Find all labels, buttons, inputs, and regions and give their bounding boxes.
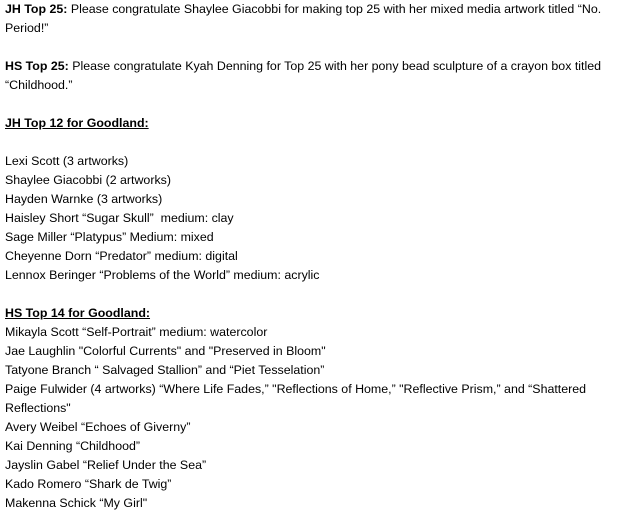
list-item: Makenna Schick “My Girl": [5, 496, 148, 510]
jh-section-heading: JH Top 12 for Goodland:: [5, 116, 149, 130]
list-item: Avery Weibel “Echoes of Giverny”: [5, 420, 191, 434]
list-item: Mikayla Scott “Self-Portrait” medium: watercolor: [5, 325, 268, 339]
list-item: Kado Romero “Shark de Twig”: [5, 477, 172, 491]
jh-top25-text: Please congratulate Shaylee Giacobbi for making top 25 with her mixed media artwork titled “No. Period!”: [5, 2, 602, 35]
list-item: Kai Denning “Childhood”: [5, 439, 141, 453]
spacer: [5, 95, 625, 114]
list-item: Tatyone Branch “ Salvaged Stallion” and “Piet Tesselation”: [5, 363, 325, 377]
list-item: Jae Laughlin "Colorful Currents" and "Preserved in Bloom": [5, 344, 326, 358]
list-item: Hayden Warnke (3 artworks): [5, 192, 163, 206]
list-item: Lennox Beringer “Problems of the World” medium: acrylic: [5, 268, 320, 282]
jh-top25-announcement: [5, 0, 625, 38]
hs-top25-label: HS Top 25:: [5, 59, 69, 73]
list-item: Jayslin Gabel “Relief Under the Sea”: [5, 458, 207, 472]
jh-top25-label: JH Top 25:: [5, 2, 68, 16]
list-item: Sage Miller “Platypus” Medium: mixed: [5, 230, 214, 244]
spacer: [5, 133, 625, 152]
list-item: Haisley Short “Sugar Skull” medium: clay: [5, 211, 234, 225]
spacer: [5, 285, 625, 304]
hs-top25-announcement: [5, 57, 625, 95]
jh-section: [5, 114, 625, 285]
list-item: Lexi Scott (3 artworks): [5, 154, 129, 168]
list-item: Paige Fulwider (4 artworks) “Where Life Fades,” "Reflections of Home,” "Reflective Prism,” and “Shattered Reflections": [5, 382, 587, 415]
list-item: Cheyenne Dorn “Predator” medium: digital: [5, 249, 238, 263]
hs-section: [5, 304, 625, 513]
hs-section-heading: HS Top 14 for Goodland:: [5, 306, 151, 320]
hs-top25-text: Please congratulate Kyah Denning for Top 25 with her pony bead sculpture of a crayon box titled “Childhood.”: [5, 59, 602, 92]
list-item: Shaylee Giacobbi (2 artworks): [5, 173, 171, 187]
spacer: [5, 38, 625, 57]
